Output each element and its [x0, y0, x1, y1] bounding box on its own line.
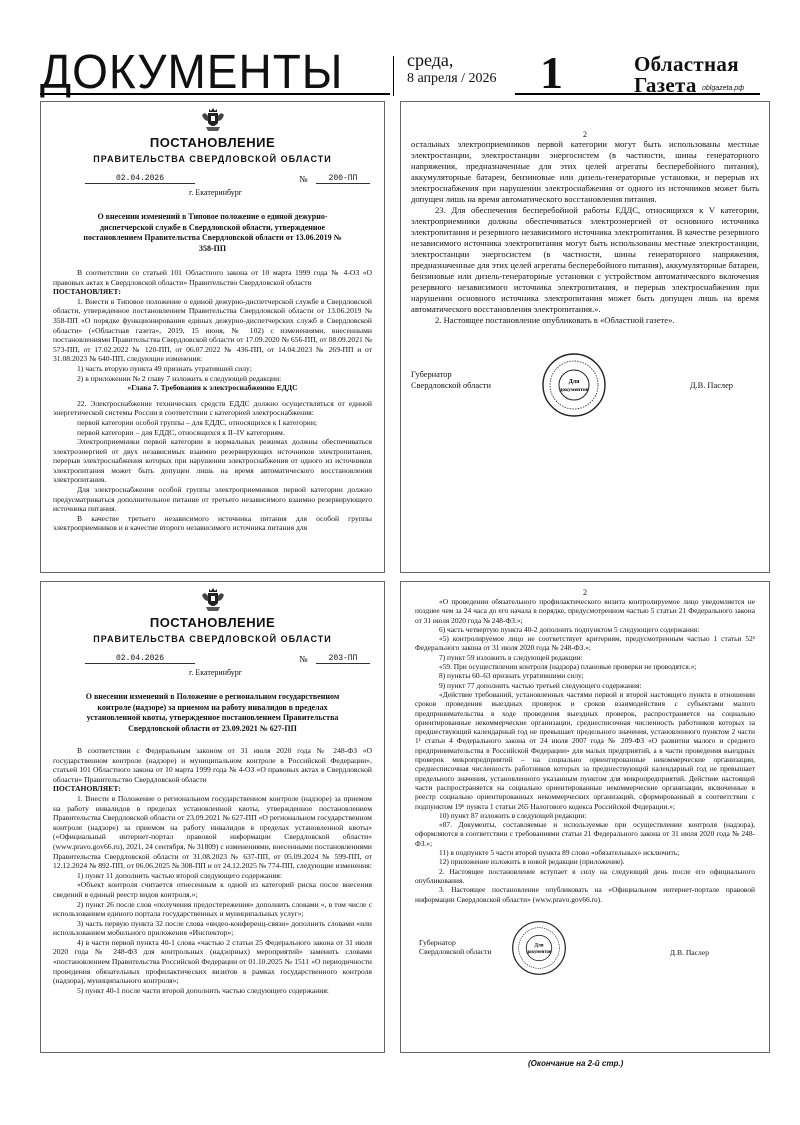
document-body [41, 746, 384, 995]
registration-number: 200-ПП [316, 174, 370, 184]
document-title: О внесении изменений в Типовое положение о единой дежурно-диспетчерской службе в Свердловской области, утвержденное постановлением Правительства Свердловской области от 13.06.2019 № 358-ПП [83, 212, 342, 253]
paragraph: 22. Электроснабжение технических средств ЕДДС должно осуществляться от единой энергетической системы России в соответствии с категорией электроснабжения: [53, 398, 372, 418]
newspaper-name-line1: Областная [634, 52, 739, 76]
svg-text:документов: документов [559, 387, 589, 393]
signatory-role-line1: Губернатор [419, 937, 456, 947]
registration-line [41, 652, 384, 680]
document-government: ПРАВИТЕЛЬСТВА СВЕРДЛОВСКОЙ ОБЛАСТИ [93, 154, 332, 164]
issue-date: 8 апреля / 2026 [407, 71, 497, 86]
inner-page-number: 2 [583, 130, 587, 139]
paragraph: 1) часть вторую пункта 49 признать утратившей силу; [77, 363, 252, 373]
paragraph: 6) часть четвертую пункта 40-2 дополнить подпунктом 5 следующего содержания: [439, 624, 700, 634]
document-body [41, 268, 384, 533]
coat-of-arms-icon [198, 107, 228, 133]
paragraph: «59. При осуществлении контроля (надзора) плановые проверки не проводятся.»; [439, 662, 697, 672]
signatory-role-line2: Свердловской области [419, 947, 492, 957]
paragraph: 4) в части первой пункта 40-1 слова «частью 2 статьи 25 Федерального закона от 31 июля 2020 года № 248-ФЗ для контрольных (надзорных) мероприятий» заменить словами «постановлением Правительства Российской Федерации от 01.10.2025 № 1511 «О периодичности проведения обязательных профилактических визитов в рамках государственного контроля (надзора), муниципального контроля»; [53, 937, 372, 986]
paragraph: 8) пункты 60–63 признать утратившими силу; [439, 671, 584, 681]
registration-date: 02.04.2026 [85, 174, 195, 184]
paragraph: 2. Настоящее постановление вступает в силу на следующий день после его официального опубликования. [415, 866, 755, 885]
paragraph: 1. Внести в Типовое положение о единой дежурно-диспетчерской службе в Свердловской области, утвержденное постановлением Правительства Свердловской области от 13.06.2019 № 358-ПП «О порядке функционирования единых дежурно-диспетчерских служб в Свердловской области» («Областная газета», 2019, 15 июня, № 102) с изменениями, внесенными постановлениями Правительства Свердловской области от 17.09.2020 № 656-ПП, от 08.09.2021 № 573-ПП, от 17.02.2022 № 120-ПП, от 06.07.2022 № 436-ПП, от 14.04.2023 № 269-ПП и от 31.08.2023 № 640-ПП, следующие изменения: [53, 296, 372, 364]
paragraph: первой категории – для ЕДДС, относящихся к II–IV категориям. [77, 427, 285, 437]
masthead-divider [393, 56, 394, 96]
masthead-rule-left [40, 93, 390, 95]
paragraph: «5) контролируемое лицо не соответствует критериям, предусмотренным частью 1 статьи 52² Федерального закона от 31 июля 2020 года № 248-ФЗ.»; [415, 634, 755, 653]
document-heading: ПОСТАНОВЛЕНИЕ [149, 615, 276, 630]
masthead [0, 0, 800, 100]
inner-page-number: 2 [583, 588, 587, 597]
paragraph-resolves: ПОСТАНОВЛЯЕТ: [53, 784, 121, 794]
paragraph: «Объект контроля считается отнесенным к одной из категорий риска после внесения сведений в единый реестр видов контроля.»; [53, 880, 372, 899]
newspaper-name-line2: Газета [634, 73, 697, 97]
paragraph: 1) пункт 11 дополнить частью второй следующего содержания: [77, 870, 282, 880]
registration-line [41, 172, 384, 200]
paragraph: 3. Настоящее постановление опубликовать на «Официальном интернет-портале правовой информации Свердловской области» (www.pravo.gov66.ru). [415, 885, 755, 904]
paragraph: Для электроснабжения особой группы электроприемников первой категории должно предусматриваться дополнительное питание от третьего независимого взаимно резервирующего источника питания. [53, 485, 372, 514]
paragraph: 2. Настоящее постановление опубликовать в «Областной газете». [435, 315, 675, 325]
document-government: ПРАВИТЕЛЬСТВА СВЕРДЛОВСКОЙ ОБЛАСТИ [93, 634, 332, 644]
document-heading: ПОСТАНОВЛЕНИЕ [149, 135, 276, 150]
document-body [401, 597, 769, 904]
signatory-name: Д.В. Паслер [669, 947, 709, 957]
document-200-page-2 [400, 101, 770, 573]
document-200-page-1 [40, 101, 385, 573]
page-number: 1 [540, 47, 563, 98]
paragraph: 7) пункт 59 изложить в следующей редакции: [439, 652, 583, 662]
registration-city: г. Екатеринбург [189, 188, 243, 197]
registration-number-label: № [299, 654, 308, 664]
svg-text:Для: Для [534, 942, 544, 949]
paragraph: «О проведении обязательного профилактического визита контролируемое лицо уведомляется не позднее чем за 24 часа до его начала в порядке, предусмотренном частью 5 статьи 21 Федерального закона от 31 июля 2020 года № 248-ФЗ.»; [415, 597, 755, 625]
official-seal-icon [511, 920, 567, 976]
paragraph: 2) в приложении № 2 главу 7 изложить в следующей редакции: [77, 373, 282, 383]
paragraph: 2) пункт 26 после слов «получения предостережения» дополнить словами «, в том числе с использованием единого портала государственных и муниципальных услуг»; [53, 899, 372, 919]
paragraph: первой категории особой группы – для ЕДДС, относящихся к I категории; [77, 417, 318, 427]
registration-number: 203-ПП [316, 654, 370, 664]
section-title: ДОКУМЕНТЫ [40, 43, 344, 99]
paragraph: 9) пункт 77 дополнить частью третьей следующего содержания: [439, 680, 642, 690]
paragraph: 11) в подпункте 5 части второй пункта 89 слово «обязательных» исключить; [439, 848, 680, 858]
issue-weekday: среда, [407, 50, 454, 70]
document-title: О внесении изменений в Положение о региональном государственном контроле (надзоре) за приемом на работу инвалидов в пределах установленной квоты, утвержденное постановлением Правительства Свердловской области от 23.09.2021 № 627-ПП [85, 692, 340, 733]
paragraph: «Действие требований, установленных частями первой и второй настоящего пункта в отношении сроков проведения выездных проверок и сроков взаимодействия с субъектами малого предпринимательства в ходе проведения выездных проверок, распространяется на социально ориентированные некоммерческие организации, среднесписочная численность работников которых за предшествующий календарный год не превышает предельного значения, установленного пунктом 2 части 1¹ статьи 4 Федерального закона от 24 июля 2007 года № 209-ФЗ «О развитии малого и среднего предпринимательства в Российской Федерации» для малых предприятий, а в части проведения выездных проверок микропредприятий – на социально ориентированные некоммерческие организации, среднесписочная численность работников которых за предшествующий календарный год не превышает предельного значения, установленного указанным пунктом для микропредприятий. Действие настоящей части распространяется на социально ориентированные некоммерческие организации, включенные в реестр социально ориентированных некоммерческих организаций, сформированный в соответствии с подпунктом 19⁶ пункта 1 статьи 265 Налогового кодекса Российской Федерации.»; [415, 689, 755, 811]
paragraph: В соответствии с Федеральным законом от 31 июля 2020 года № 248-ФЗ «О государственном контроле (надзоре) и муниципальном контроле в Российской Федерации», статьей 101 Областного закона от 10 марта 1999 года № 4-ОЗ «О правовых актах в Свердловской области» Правительство Свердловской области [53, 746, 372, 784]
registration-number-label: № [299, 174, 308, 184]
signatory-role-line2: Свердловской области [411, 380, 491, 390]
paragraph: остальных электроприемников первой категории могут быть использованы местные электростанции, электростанции энергосистем (в частности, шины генераторного напряжения, предназначенные для этих целей агрегаты бесперебойного питания), аккумуляторные батареи, бензиновые или дизель-генераторные установки, и перерыв их электроснабжения при нарушении электроснабжения от одного из источников может быть допущен лишь на время автоматического восстановления питания. [411, 139, 759, 204]
paragraph: В соответствии со статьей 101 Областного закона от 10 марта 1999 года № 4-ОЗ «О правовых актах в Свердловской области» Правительство Свердловской области [53, 268, 372, 287]
document-203-page-1 [40, 581, 385, 1053]
official-seal-icon [541, 352, 607, 418]
signatory-name: Д.В. Паслер [689, 381, 733, 390]
paragraph: 12) приложение изложить в новой редакции (приложение). [439, 857, 625, 867]
coat-of-arms-icon [198, 587, 228, 613]
paragraph-resolves: ПОСТАНОВЛЯЕТ: [53, 287, 121, 297]
paragraph: 10) пункт 87 изложить в следующей редакции: [439, 810, 587, 820]
paragraph: 23. Для обеспечения бесперебойной работы ЕДДС, относящихся к V категории, электроприемники должны обеспечиваться электроэнергией от основного источника электропитания и резервного независимого источника электропитания. В качестве резервного независимого источника электропитания могут быть использованы местные электростанции, электростанции энергосистем (в частности, шины генераторного напряжения, предназначенные для этих целей агрегаты бесперебойного питания), аккумуляторные батареи, бензиновые или дизель-генераторные установки с устройством автоматического включения резервного независимого источника электропитания, и перерыв электроснабжения при нарушении основного источника электропитания может быть допущен лишь на время автоматического восстановления электропитания.». [411, 205, 759, 314]
paragraph: 3) часть первую пункта 32 после слова «видео-конференц-связи» дополнить словами «или использованием мобильного приложения «Инспектор»; [53, 918, 372, 938]
signatory-role-line1: Губернатор [411, 370, 452, 379]
signatory-role [419, 938, 491, 957]
paragraph: 1. Внести в Положение о региональном государственном контроле (надзоре) за приемом на работу инвалидов в пределах установленной квоты, утвержденное постановлением Правительства Свердловской области от 23.09.2021 № 627-ПП «О региональном государственном контроле (надзоре) за приемом на работу инвалидов в пределах установленной квоты» («Официальный интернет-портал правовой информации Свердловской области» (www.pravo.gov66.ru), 2021, 24 сентября, № 31809) с изменениями, внесенными постановлениями Правительства Свердловской области от 31.08.2023 № 637-ПП, от 05.09.2024 № 599-ПП, от 12.12.2024 № 892-ПП, от 06.06.2025 № 308-ПП и от 24.12.2025 № 774-ПП, следующие изменения: [53, 793, 372, 871]
paragraph: В качестве третьего независимого источника питания для особой группы электроприемников и в качестве второго независимого источника питания для [53, 513, 372, 533]
document-body [401, 139, 769, 326]
signature-block [401, 914, 769, 998]
chapter-heading: «Глава 7. Требования к электроснабжению ЕДДС [127, 383, 298, 393]
paragraph: «87. Документы, составляемые и используемые при осуществлении контроля (надзора), оформляются в соответствии с требованиями статьи 21 Федерального закона от 31 июля 2020 года № 248-ФЗ.»; [415, 820, 755, 848]
svg-text:документов: документов [526, 949, 552, 955]
registration-city: г. Екатеринбург [189, 668, 243, 677]
registration-date: 02.04.2026 [85, 654, 195, 664]
signatory-role [411, 370, 491, 391]
newspaper-site: oblgazeta.рф [702, 85, 745, 92]
paragraph: Электроприемники первой категории в нормальных режимах должны обеспечиваться электроэнергией от двух независимых взаимно резервирующих источников электропитания, перерыв электроснабжения которых при нарушении электроснабжения от одного из источников электропитания может быть допущен лишь на время автоматического восстановления электропитания. [53, 437, 372, 485]
continued-note: (Окончание на 2-й стр.) [528, 1059, 624, 1068]
signature-block [401, 348, 769, 432]
svg-text:Для: Для [568, 379, 580, 385]
paragraph: 5) пункт 40-1 после части второй дополнить частью следующего содержания: [77, 985, 329, 995]
document-203-page-2 [400, 581, 770, 1053]
